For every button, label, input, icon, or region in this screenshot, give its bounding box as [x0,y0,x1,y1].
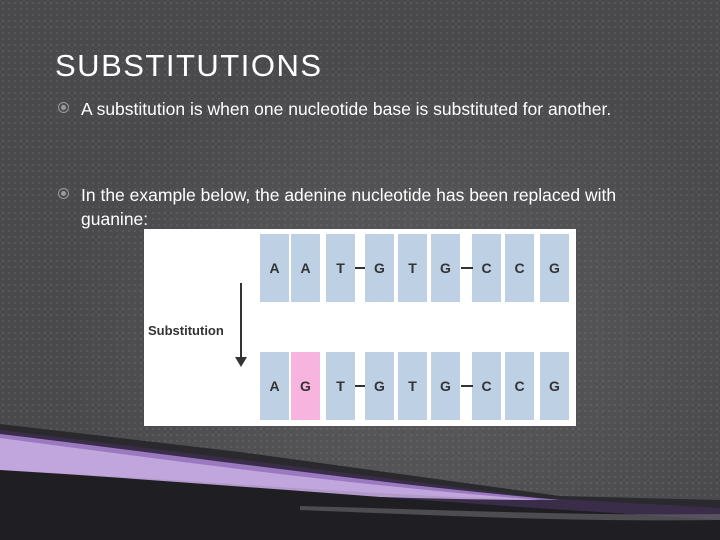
nucleotide: G [431,352,460,420]
nucleotide: T [398,352,427,420]
nucleotide: C [505,234,534,302]
nucleotide: A [291,234,320,302]
nucleotide: C [505,352,534,420]
slide-title: SUBSTITUTIONS [55,48,323,83]
nucleotide: G [540,352,569,420]
bond-line [461,385,473,387]
bond-line [461,267,473,269]
bullet-text: A substitution is when one nucleotide base is substituted for another. [81,99,612,119]
substituted-nucleotide: G [291,352,320,420]
nucleotide: T [326,352,355,420]
diagram-label: Substitution [148,323,224,338]
bullet-item [58,183,658,231]
nucleotide: C [472,352,501,420]
nucleotide: T [398,234,427,302]
down-arrow-icon [240,283,242,359]
bond-line [355,385,365,387]
nucleotide: A [260,352,289,420]
nucleotide: T [326,234,355,302]
nucleotide: G [365,352,394,420]
bond-line [355,267,365,269]
nucleotide: C [472,234,501,302]
nucleotide: G [365,234,394,302]
nucleotide: A [260,234,289,302]
nucleotide: G [540,234,569,302]
bullet-marker-icon [58,102,69,113]
original-dna-strand [144,234,576,302]
bullet-item [58,97,658,121]
mutated-dna-strand [144,352,576,420]
nucleotide: G [431,234,460,302]
substitution-diagram [144,229,576,426]
bullet-text: In the example below, the adenine nucleotide has been replaced with guanine: [81,185,617,229]
bullet-marker-icon [58,188,69,199]
